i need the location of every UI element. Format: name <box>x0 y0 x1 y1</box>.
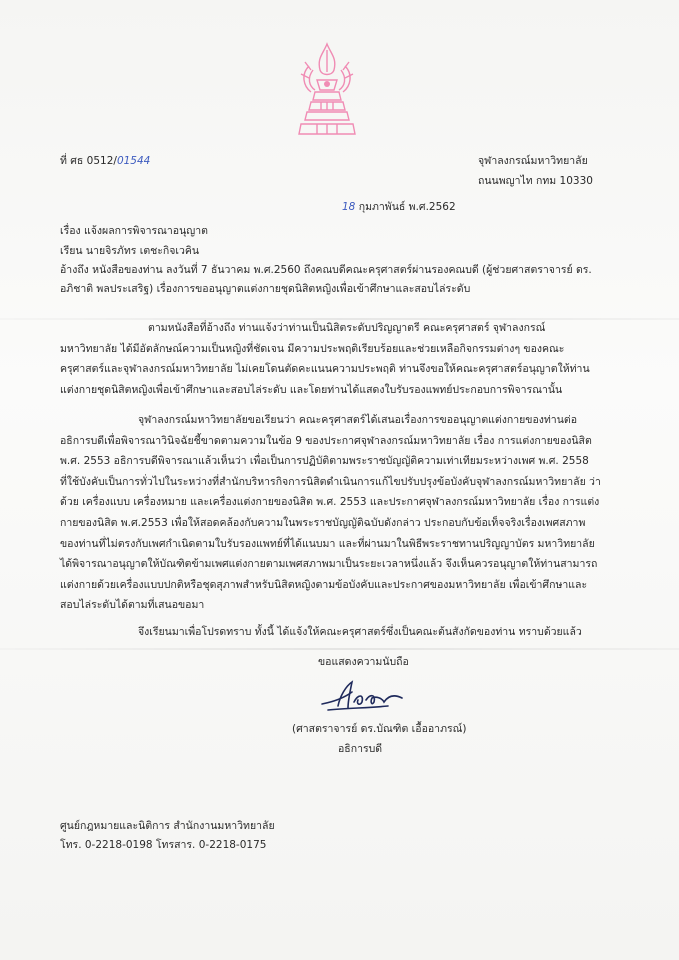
recipient-line: เรียน นายจิรภัทร เตชะกิจเวคิน <box>60 245 200 257</box>
paragraph-line: ที่ใช้บังคับเป็นการทั่วไปในระหว่างที่สำนักบริหารกิจการนิสิตดำเนินการแก้ไขปรับปรุงข้อบังคับจุฬาลงกรณ์มหาวิทยาลัย ว่า <box>60 475 601 488</box>
paragraph-line: อธิการบดีเพื่อพิจารณาวินิจฉัยชี้ขาดตามความในข้อ 9 ของประกาศจุฬาลงกรณ์มหาวิทยาลัย เรื่อง การแต่งกายของนิสิต <box>60 434 592 447</box>
sender-address: ถนนพญาไท กทม 10330 <box>478 175 593 187</box>
paragraph-line: ได้พิจารณาอนุญาตให้บัณฑิตข้ามเพศแต่งกายตามเพศสภาพมาเป็นระยะเวลาหนึ่งแล้ว จึงเห็นควรอนุญาตให้ท่านสามารถ <box>60 558 598 571</box>
handwritten-ref-number: 01544 <box>116 155 151 167</box>
reference-line-2: อภิชาติ พลประเสริฐ) เรื่องการขออนุญาตแต่งกายชุดนิสิตหญิงเพื่อเข้าศึกษาและสอบไล่ระดับ <box>60 283 471 295</box>
paragraph-line: สอบไล่ระดับได้ตามที่เสนอขอมา <box>60 599 205 612</box>
handwritten-signature-icon <box>318 676 408 716</box>
subject-line: เรื่อง แจ้งผลการพิจารณาอนุญาต <box>60 225 208 237</box>
contact-numbers: โทร. 0-2218-0198 โทรสาร. 0-2218-0175 <box>60 839 267 851</box>
paragraph-line: ของท่านที่ไม่ตรงกับเพศกำเนิดตามใบรับรองแพทย์ที่ได้แนบมา และที่ผ่านมาในพิธีพระราชทานปริญญาบัตร มหาวิทยาลัย <box>60 537 595 550</box>
closing-paragraph: จึงเรียนมาเพื่อโปรดทราบ ทั้งนี้ ได้แจ้งให้คณะครุศาสตร์ซึ่งเป็นคณะต้นสังกัดของท่าน ทราบด้วยแล้ว <box>138 626 582 638</box>
complimentary-close: ขอแสดงความนับถือ <box>318 656 409 668</box>
reference-line-1: อ้างถึง หนังสือของท่าน ลงวันที่ 7 ธันวาคม พ.ศ.2560 ถึงคณบดีคณะครุศาสตร์ผ่านรองคณบดี (ผู้ช่วยศาสตราจารย์ ดร. <box>60 264 592 276</box>
paragraph-line: ครุศาสตร์และจุฬาลงกรณ์มหาวิทยาลัย ไม่เคยโดนตัดคะแนนความประพฤติ ท่านจึงขอให้คณะครุศาสตร์อนุญาตให้ท่าน <box>60 363 590 376</box>
university-crest-icon <box>287 40 367 140</box>
signatory-name: (ศาสตราจารย์ ดร.บัณฑิต เอื้ออาภรณ์) <box>292 723 467 735</box>
paragraph-line: ตามหนังสือที่อ้างถึง ท่านแจ้งว่าท่านเป็นนิสิตระดับปริญญาตรี คณะครุศาสตร์ จุฬาลงกรณ์ <box>148 322 546 334</box>
issuing-office: ศูนย์กฎหมายและนิติการ สำนักงานมหาวิทยาลัย <box>60 820 275 832</box>
signatory-title: อธิการบดี <box>338 743 383 755</box>
letter-date: 18 กุมภาพันธ์ พ.ศ.2562 <box>342 201 456 213</box>
paragraph-line: มหาวิทยาลัย ได้มีอัตลักษณ์ความเป็นหญิงที่ชัดเจน มีความประพฤติเรียบร้อยและช่วยเหลือกิจกรรมต่างๆ ของคณะ <box>60 342 565 355</box>
paragraph-line: พ.ศ. 2553 อธิการบดีพิจารณาแล้วเห็นว่า เพื่อเป็นการปฏิบัติตามพระราชบัญญัติความเท่าเทียมระหว่างเพศ พ.ศ. 2558 <box>60 455 589 468</box>
paragraph-line: แต่งกายด้วยเครื่องแบบปกติหรือชุดสุภาพสำหรับนิสิตหญิงตามข้อบังคับและประกาศของมหาวิทยาลัย เพื่อเข้าศึกษาและ <box>60 578 588 591</box>
sender-name: จุฬาลงกรณ์มหาวิทยาลัย <box>478 155 588 167</box>
reference-number: ที่ ศธ 0512/01544 <box>60 155 151 167</box>
body-paragraph-1 <box>60 318 635 400</box>
paragraph-line: แต่งกายชุดนิสิตหญิงเพื่อเข้าศึกษาและสอบไล่ระดับ และโดยท่านได้แสดงใบรับรองแพทย์ประกอบการพิจารณานั้น <box>60 383 563 396</box>
handwritten-date-day: 18 <box>342 201 356 213</box>
body-paragraph-2 <box>60 410 635 616</box>
paragraph-line: จุฬาลงกรณ์มหาวิทยาลัยขอเรียนว่า คณะครุศาสตร์ได้เสนอเรื่องการขออนุญาตแต่งกายของท่านต่อ <box>138 414 578 426</box>
paragraph-line: ด้วย เครื่องแบบ เครื่องหมาย และเครื่องแต่งกายของนิสิต พ.ศ. 2553 และประกาศจุฬาลงกรณ์มหาวิทยาลัย เรื่อง การแต่ง <box>60 496 600 509</box>
paper-fold <box>0 648 679 650</box>
paragraph-line: กายของนิสิต พ.ศ.2553 เพื่อให้สอดคล้องกับความในพระราชบัญญัติฉบับดังกล่าว ประกอบกับข้อเท็จจริงเรื่องเพศสภาพ <box>60 516 586 529</box>
